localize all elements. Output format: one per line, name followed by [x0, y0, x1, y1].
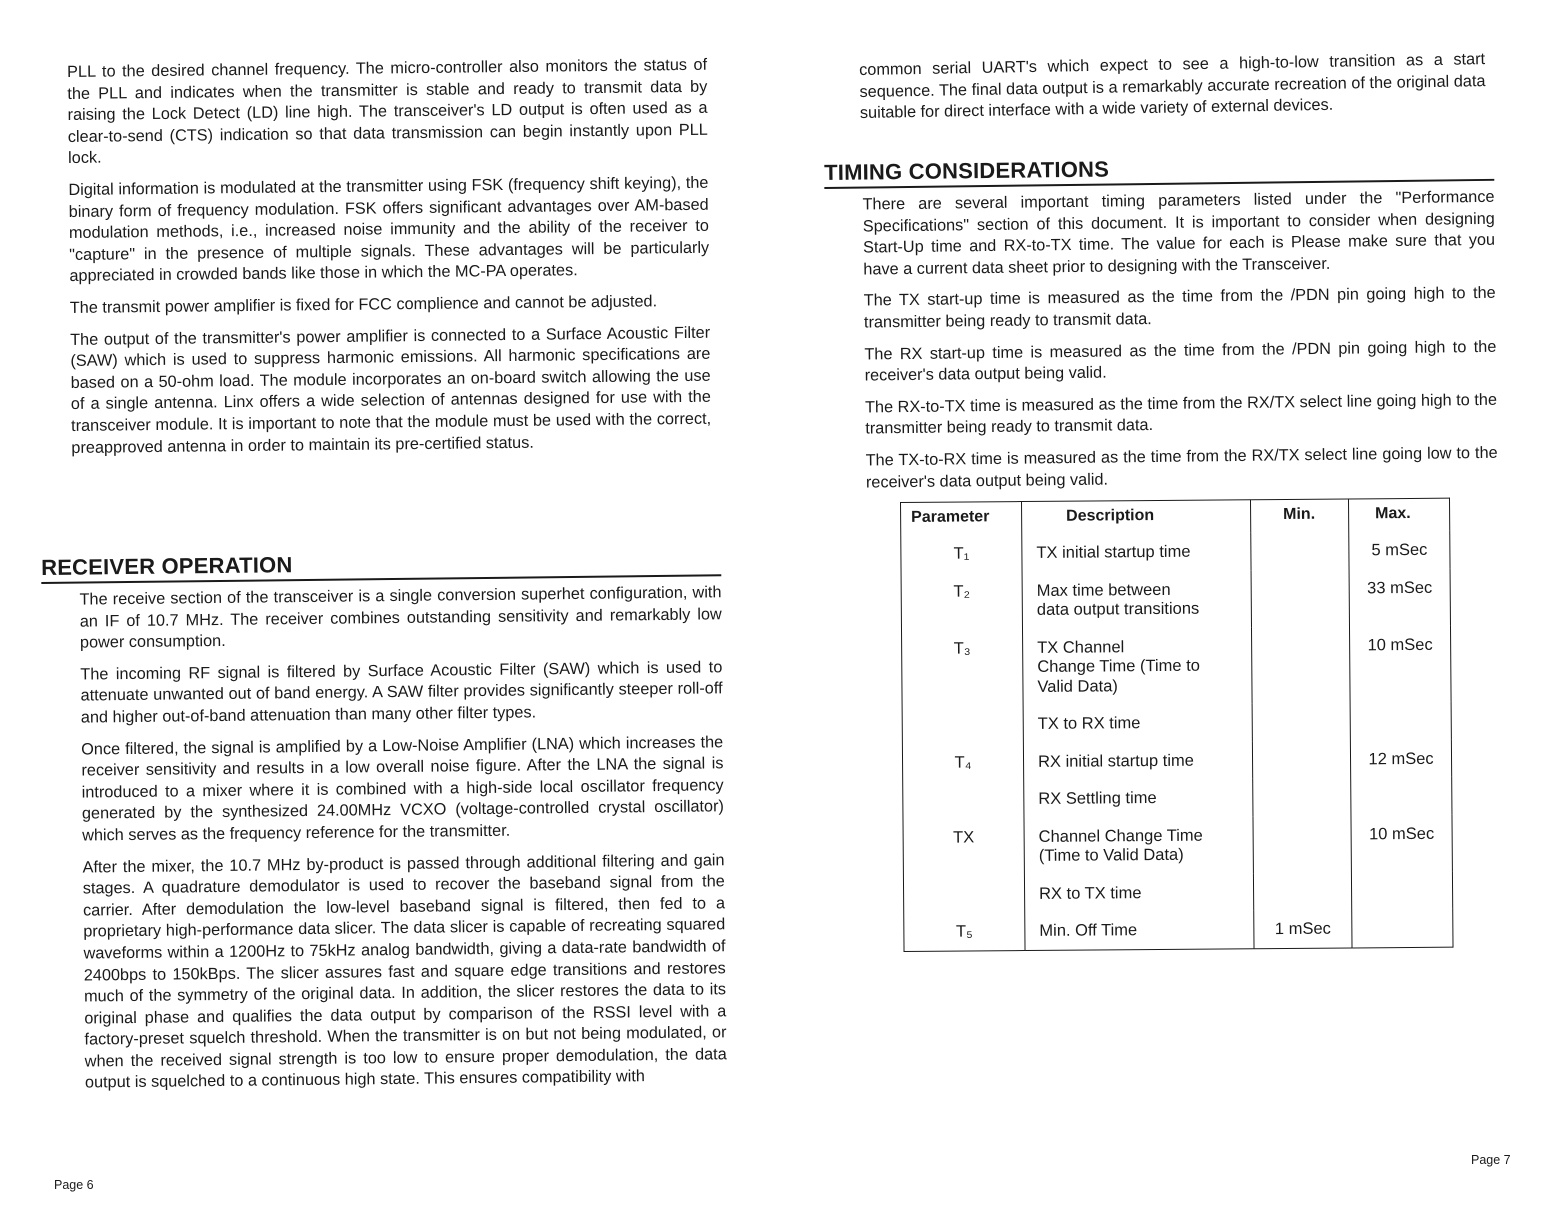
cell-max — [1352, 909, 1453, 948]
page-7 — [775, 0, 1550, 1221]
cell-parameter — [903, 780, 1024, 818]
table-row — [902, 739, 1451, 781]
cell-min — [1253, 777, 1351, 815]
timing-parameters-table — [900, 498, 1454, 952]
cell-min — [1253, 872, 1351, 910]
table-row — [903, 871, 1452, 913]
timing-considerations-section — [824, 152, 1498, 504]
cell-parameter — [903, 875, 1024, 913]
cell-description: Min. Off Time — [1025, 910, 1254, 950]
cell-parameter: TX — [953, 827, 975, 847]
table-row — [903, 777, 1452, 819]
cell-min — [1252, 740, 1350, 778]
table-row — [901, 531, 1450, 573]
cell-parameter: T₁ — [953, 544, 970, 563]
receiver-operation-section — [41, 547, 727, 1105]
table-row — [901, 568, 1450, 629]
cell-parameter: T₂ — [953, 581, 971, 601]
table-row — [904, 909, 1453, 951]
page-number: Page 6 — [54, 1178, 94, 1192]
cell-max — [1350, 702, 1451, 740]
column-header-parameter: Parameter — [911, 508, 990, 526]
cell-parameter — [902, 705, 1023, 743]
cell-description: RX Settling time — [1024, 778, 1253, 817]
section-heading-timing-considerations: TIMING CONSIDERATIONS — [824, 152, 1494, 189]
cell-min — [1251, 569, 1349, 627]
cell-parameter: T₄ — [954, 752, 972, 772]
cell-min — [1251, 626, 1350, 703]
table-row — [902, 702, 1451, 744]
cell-min — [1253, 815, 1351, 873]
cell-parameter: T₅ — [955, 922, 973, 941]
cell-max: 33 mSec — [1349, 568, 1450, 626]
cell-description: Max time between data output transitions — [1022, 570, 1251, 629]
section-heading-receiver-operation: RECEIVER OPERATION — [41, 547, 721, 584]
paragraph: The output of the transmitter's power amplifier is connected to a Surface Acoustic Filter (SAW) which is used to suppress harmonic emissions. All harmonic specifications are based on a 50-ohm load. The module incorporates an on-board switch allowing the use of a single antenna. Linx offers a wide selection of antennas designed for use with the transceiver module. It is important to note that the module must be used with the correct, preapproved antenna in order to maintain its pre-certified status. — [70, 323, 712, 457]
paragraph: After the mixer, the 10.7 MHz by-product is passed through additional filtering and gain stages. A quadrature demodulator is used to recover the baseband signal from the carrier. After demodulation the low-level baseband signal is filtered, then fed to a proprietary high-performance data slicer. The data slicer is capable of recreating squared waveforms within a 1200Hz to 75kHz analog bandwidth, giving a data-rate bandwidth of 2400bps to 150kBps. The slicer assures fast and square edge transitions and restores much of the symmetry of the original data. In addition, the slicer restores the data to its original phase and qualifies the data output by comparison of the RSSI level with a factory-preset squelch threshold. When the transmitter is on but not being modulated, or when the received signal strength is too low to ensure proper demodulation, the data output is squelched to a continuous high state. This ensures compatibility with — [82, 850, 727, 1093]
cell-max: 10 mSec — [1351, 814, 1452, 872]
column-header-description: Description — [1022, 500, 1251, 534]
paragraph: PLL to the desired channel frequency. The micro-controller also monitors the status of the PLL and indicates when the transmitter is stable and ready to transmit data by raising the Lock Detect (LD) line high. The transceiver's LD output is often used as a clear-to-send (CTS) indication so that data transmission can begin instantly upon PLL lock. — [67, 55, 708, 168]
column-header-max: Max. — [1348, 498, 1449, 531]
cell-min: 1 mSec — [1254, 909, 1352, 948]
cell-max: 12 mSec — [1350, 739, 1451, 777]
cell-max — [1351, 777, 1452, 815]
paragraph: The TX-to-RX time is measured as the time from the RX/TX select line going low to the receiver's data output being valid. — [865, 443, 1498, 492]
uart-text-block — [859, 49, 1486, 135]
paragraph: The incoming RF signal is filtered by Surface Acoustic Filter (SAW) which is used to attenuate unwanted out of band energy. A SAW filter provides significantly steeper roll-off and higher out-of-band attenuation than many other filter types. — [80, 658, 723, 727]
cell-max: 5 mSec — [1349, 531, 1450, 569]
paragraph: The RX-to-TX time is measured as the time from the RX/TX select line going high to the transmitter being ready to transmit data. — [864, 390, 1498, 438]
table-row — [903, 814, 1452, 875]
cell-min — [1252, 702, 1350, 740]
cell-min — [1251, 531, 1349, 569]
column-header-min: Min. — [1250, 499, 1348, 532]
paragraph: common serial UART's which expect to see a high-to-low transition as a start sequence. The final data output is a remarkably accurate recreation of the original data suitable for direct interface with a wide variety of external devices. — [859, 50, 1486, 123]
paragraph: Once filtered, the signal is amplified by a Low-Noise Amplifier (LNA) which increases the receiver sensitivity and results in a low overall noise figure. After the LNA the signal is introduced to a mixer where it is combined with a high-side local oscillator frequency generated by the synthesized 24.00MHz VCXO (voltage-controlled crystal oscillator) which serves as the frequency reference for the transmitter. — [81, 732, 725, 845]
cell-description: RX initial startup time — [1023, 741, 1252, 780]
cell-description: TX to RX time — [1023, 703, 1252, 742]
page-number: Page 7 — [1471, 1153, 1511, 1167]
cell-max — [1351, 871, 1452, 909]
paragraph: The transmit power amplifier is fixed for FCC complience and cannot be adjusted. — [69, 292, 658, 317]
paragraph: The TX start-up time is measured as the time from the /PDN pin going high to the transmitter being ready to transmit data. — [863, 284, 1496, 332]
table-row — [902, 625, 1452, 706]
paragraph: There are several important timing parameters listed under the "Performance Specifications" section of this document. It is important to consider when designing Start-Up time and RX-to-TX time. The value for each is Please make sure that you have a current data sheet prior to designing with the Transceiver. — [862, 187, 1496, 279]
transmitter-text-block — [67, 55, 712, 469]
paragraph: Digital information is modulated at the transmitter using FSK (frequency shift keying), the binary form of frequency modulation. FSK offers significant advantages over AM-based modulation methods, i.e., increased noise immunity and the ability of the receiver to "capture" in the presence of multiple signals. These advantages will be particularly appreciated in crowded bands like those in which the MC-PA operates. — [68, 173, 710, 286]
cell-parameter: T₃ — [953, 638, 971, 658]
cell-max: 10 mSec — [1349, 625, 1451, 702]
paragraph: The receive section of the transceiver is a single conversion superhet configuration, with an IF of 10.7 MHz. The receiver combines outstanding sensitivity and remarkably low power consumption. — [79, 583, 722, 652]
table-header-row — [901, 498, 1450, 535]
cell-description: Channel Change Time (Time to Valid Data) — [1024, 816, 1253, 875]
cell-description: TX initial startup time — [1022, 532, 1251, 571]
cell-description: RX to TX time — [1024, 873, 1253, 912]
paragraph: The RX start-up time is measured as the time from the /PDN pin going high to the receiver's data output being valid. — [864, 337, 1497, 385]
cell-description: TX Channel Change Time (Time to Valid Data) — [1022, 627, 1252, 705]
